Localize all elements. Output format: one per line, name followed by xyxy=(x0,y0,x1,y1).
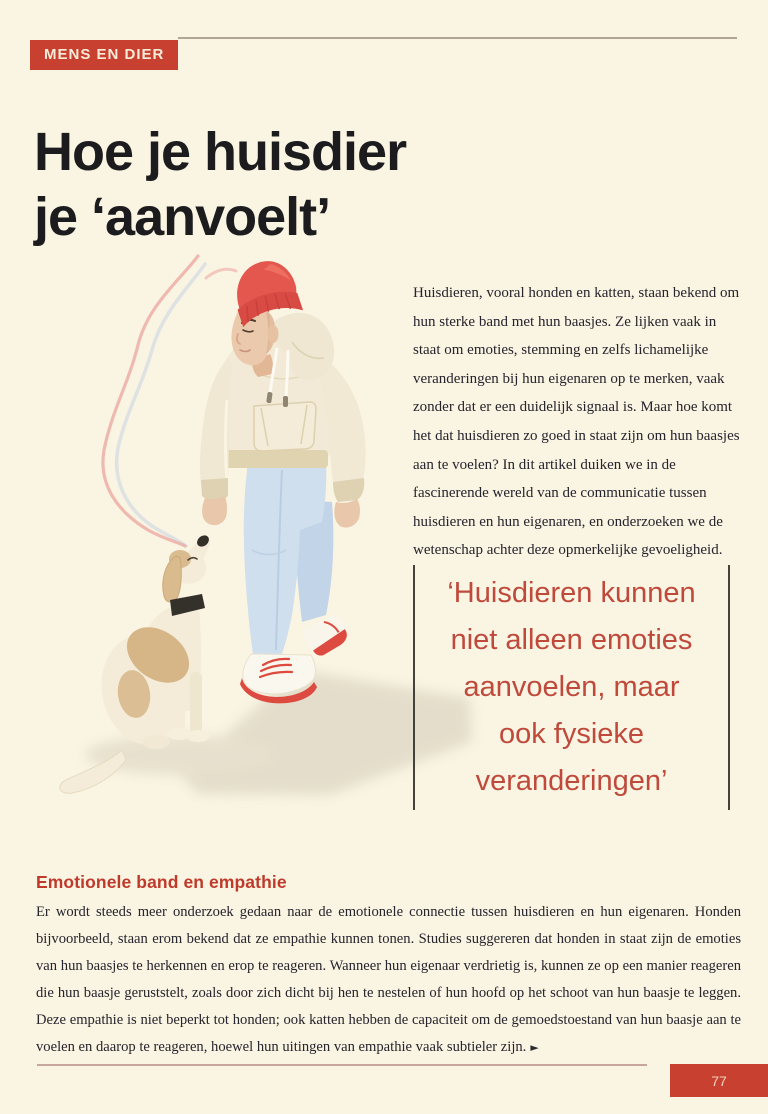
top-rule xyxy=(178,37,737,39)
footer-rule xyxy=(37,1064,647,1066)
category-badge: MENS EN DIER xyxy=(30,40,178,70)
ear xyxy=(268,325,279,343)
person-figure xyxy=(200,256,366,704)
pull-quote xyxy=(413,565,730,810)
right-hand xyxy=(334,499,360,528)
intro-paragraph: Huisdieren, vooral honden en katten, staan bekend om hun sterke band met hun baasjes. Ze lijken vaak in staat om emoties, stemming en zelfs lichamelijke veranderingen bij hun eigenaren op te merken, vaak zonder dat er een duidelijk signaal is. Maar hoe komt het dat huisdieren zo goed in staat zijn om hun baasjes aan te voelen? In dit artikel duiken we in de fascinerende wereld van de communicatie tussen huisdieren en hun eigenaren, en onderzoeken we de wetenschap achter deze opmerkelijke gevoeligheid. xyxy=(413,285,740,559)
page-number: 77 xyxy=(711,1072,727,1089)
page-title xyxy=(34,120,554,250)
hoodie-hem xyxy=(220,450,328,468)
page-title-line1: Hoe je huisdier xyxy=(34,122,407,183)
page-title-line2: je ‘aanvoelt’ xyxy=(34,186,331,247)
pull-quote-text: ‘Huisdieren kunnen niet alleen emoties aanvoelen, maar ook fysieke veranderingen’ xyxy=(447,577,696,797)
end-of-article-arrow-icon: ► xyxy=(530,1040,539,1054)
dog-ear xyxy=(163,556,182,602)
left-hand xyxy=(202,496,227,525)
section-body-paragraph: Er wordt steeds meer onderzoek gedaan naar de emotionele connectie tussen huisdieren en hun eigenaren. Honden bijvoorbeeld, staan erom bekend dat ze empathie kunnen tonen. Studies suggereren dat honden in staat zijn de emoties van hun baasjes te herkennen en erop te reageren. Wanneer hun eigenaar verdrietig is, kunnen ze op een manier reageren die hun baasje geruststelt, zoals door zich dicht bij hen te nestelen of hun hoofd op het schoot van hun baasje te leggen. Deze empathie is niet beperkt tot honden; ook katten hebben de capaciteit om de gemoedstoestand van hun baasje aan te voelen en daarop te reageren, hoewel hun uitingen van empathie vaak subtieler zijn. ► xyxy=(36,903,741,1055)
section-heading: Emotionele band en empathie xyxy=(36,871,287,892)
page-number-badge xyxy=(670,1064,768,1097)
